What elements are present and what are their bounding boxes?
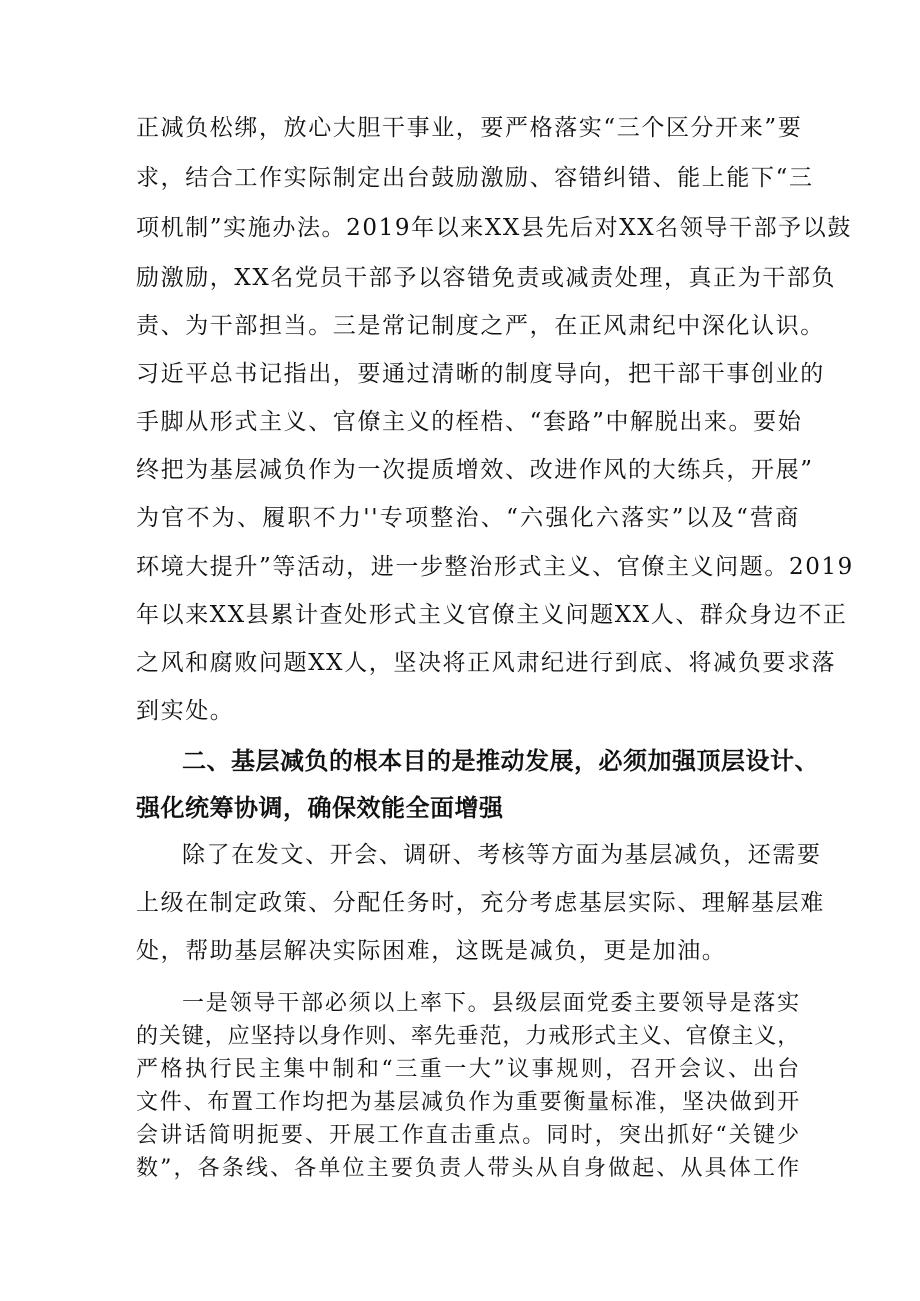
- body-text-line: 一是领导干部必须以上率下。县级层面党委主要领导是落实: [182, 991, 800, 1016]
- body-text-line: 求，结合工作实际制定出台鼓励激励、容错纠错、能上能下“三: [136, 165, 814, 191]
- section-heading: 二、基层减负的根本目的是推动发展，必须加强顶层设计、: [182, 747, 819, 775]
- body-text-line: 文件、布置工作均把为基层减负作为重要衡量标准，坚决做到开: [136, 1090, 800, 1115]
- body-text-line: 严格执行民主集中制和“三重一大”议事规则，召开会议、出台: [136, 1057, 800, 1082]
- body-text-line: 环境大提升”等活动，进一步整治形式主义、官僚主义问题。2019: [136, 554, 854, 580]
- body-text-line: 责、为干部担当。三是常记制度之严，在正风肃纪中深化认识。: [136, 313, 825, 339]
- body-text-line: 项机制”实施办法。2019年以来XX县先后对XX名领导干部予以鼓: [136, 215, 852, 241]
- body-text-line: 的关键，应坚持以身作则、率先垂范，力戒形式主义、官僚主义，: [136, 1024, 801, 1049]
- body-text-line: 会讲话简明扼要、开展工作直击重点。同时，突出抓好“关键少: [136, 1123, 800, 1148]
- body-text-line: 为官不为、履职不力''专项整治、“六强化六落实”以及“营商: [136, 505, 800, 531]
- body-text-line: 处，帮助基层解决实际困难，这既是减负，更是加油。: [136, 938, 727, 964]
- body-text-line: 年以来XX县累计查处形式主义官僚主义问题XX人、群众身边不正: [136, 602, 848, 628]
- body-text-line: 上级在制定政策、分配任务时，充分考虑基层实际、理解基层难: [136, 890, 825, 916]
- body-text-line: 数”，各条线、各单位主要负责人带头从自身做起、从具体工作: [136, 1156, 800, 1181]
- body-text-line: 终把为基层减负作为一次提质增效、改进作风的大练兵，开展”: [136, 457, 814, 483]
- body-text-line: 正减负松绑，放心大胆干事业，要严格落实“三个区分开来”要: [136, 115, 803, 141]
- body-text-line: 习近平总书记指出，要通过清晰的制度导向，把干部干事创业的: [136, 361, 825, 387]
- body-text-line: 除了在发文、开会、调研、考核等方面为基层减负，还需要: [182, 842, 822, 868]
- body-text-line: 之风和腐败问题XX人，坚决将正风肃纪进行到底、将减负要求落: [136, 650, 837, 676]
- body-text-line: 励激励，XX名党员干部予以容错免责或减责处理，真正为干部负: [136, 265, 837, 291]
- body-text-line: 到实处。: [136, 698, 235, 724]
- section-heading-continuation: 强化统筹协调，确保效能全面增强: [136, 794, 504, 822]
- body-text-line: 手脚从形式主义、官僚主义的桎梏、“套路”中解脱出来。要始: [136, 409, 803, 435]
